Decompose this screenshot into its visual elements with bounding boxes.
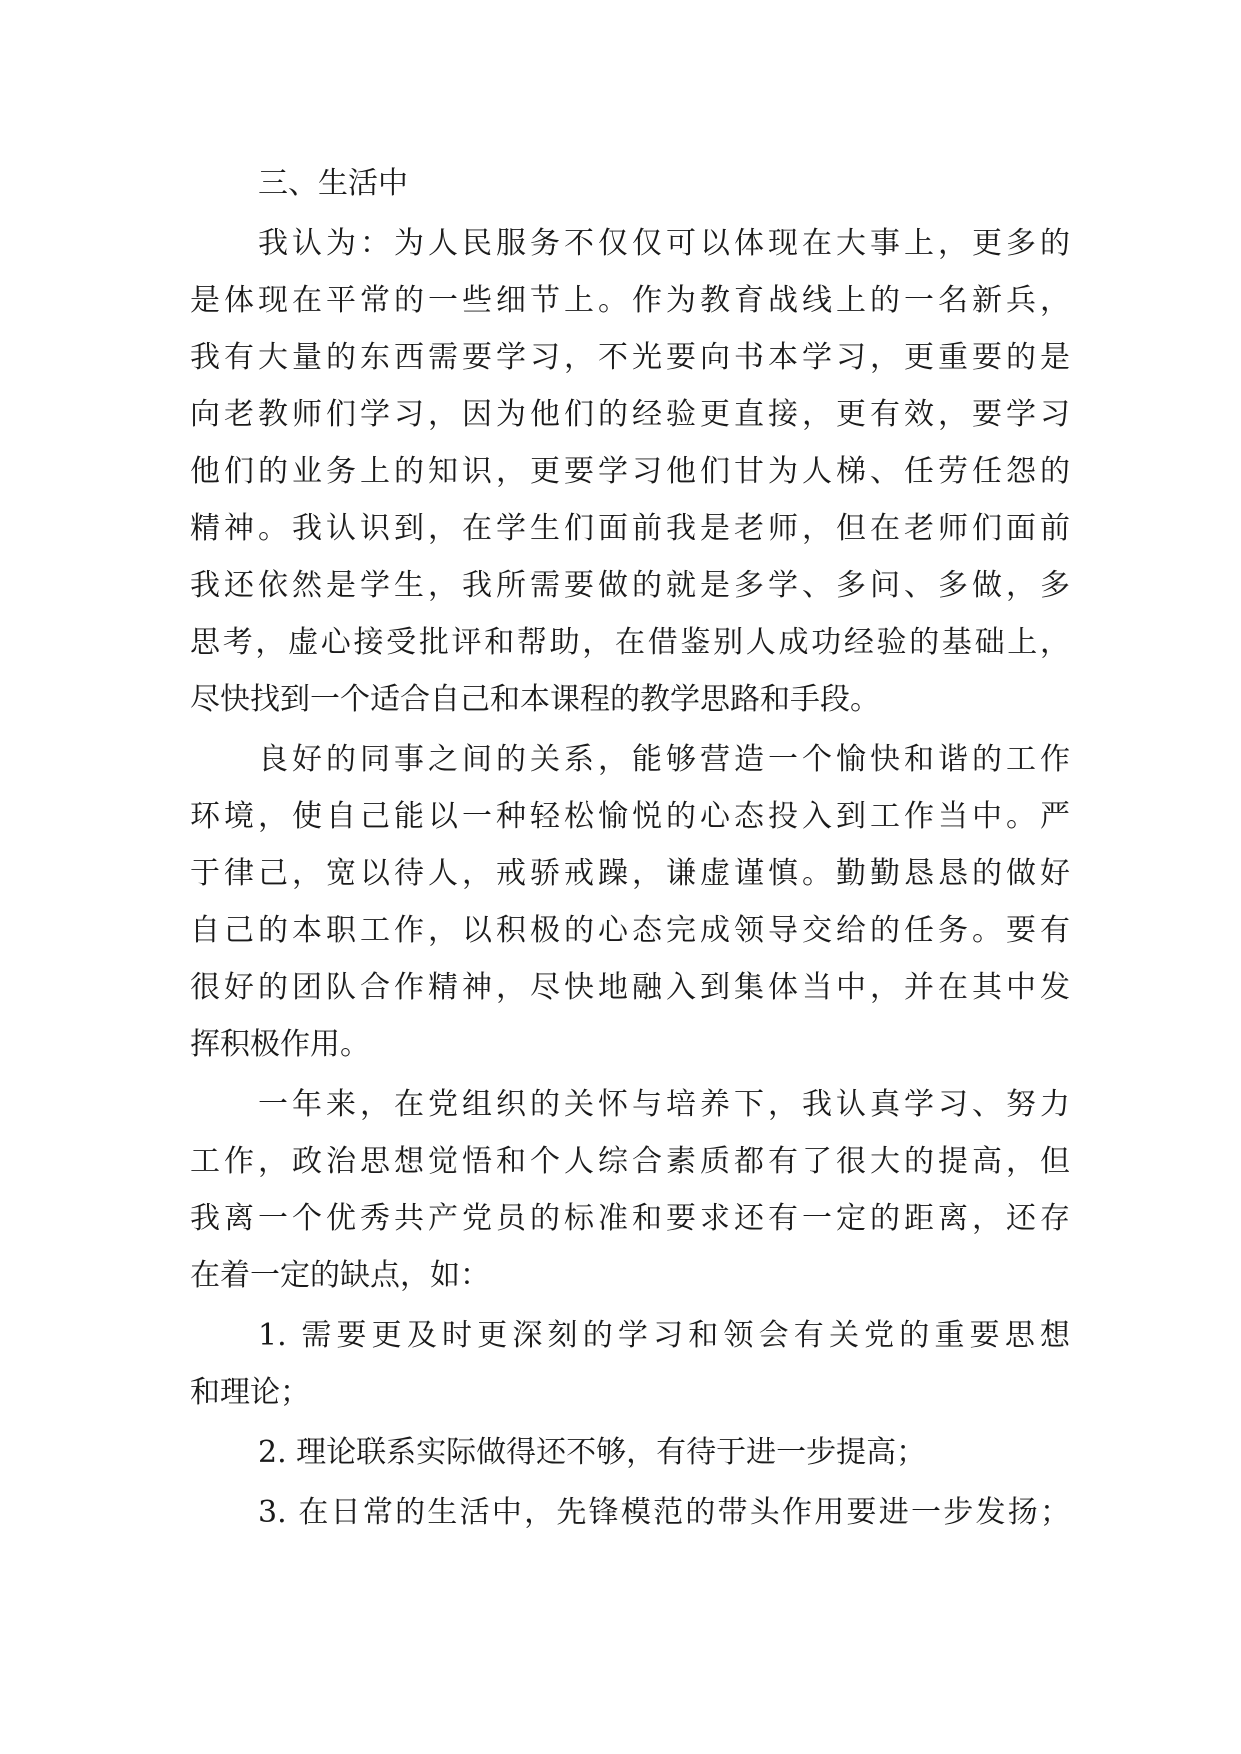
list-item-continuation: 和理论； bbox=[190, 1375, 310, 1410]
section-heading: 三、生活中 bbox=[258, 166, 408, 201]
paragraph-line: 工作，政治思想觉悟和个人综合素质都有了很大的提高，但 bbox=[190, 1144, 1070, 1179]
paragraph-line: 我认为：为人民服务不仅仅可以体现在大事上，更多的 bbox=[258, 226, 1070, 261]
paragraph-line: 挥积极作用。 bbox=[190, 1027, 370, 1062]
paragraph-line: 我还依然是学生，我所需要做的就是多学、多问、多做，多 bbox=[190, 568, 1070, 603]
paragraph-line: 一年来，在党组织的关怀与培养下，我认真学习、努力 bbox=[258, 1087, 1070, 1122]
paragraph-line: 在着一定的缺点，如： bbox=[190, 1258, 490, 1293]
paragraph-line: 他们的业务上的知识，更要学习他们甘为人梯、任劳任怨的 bbox=[190, 454, 1070, 489]
paragraph-line: 思考，虚心接受批评和帮助，在借鉴别人成功经验的基础上， bbox=[190, 625, 1070, 660]
paragraph-line: 环境，使自己能以一种轻松愉悦的心态投入到工作当中。严 bbox=[190, 799, 1070, 834]
list-item: 2. 理论联系实际做得还不够，有待于进一步提高； bbox=[258, 1435, 927, 1470]
paragraph-line: 向老教师们学习，因为他们的经验更直接，更有效，要学习 bbox=[190, 397, 1070, 432]
paragraph-line: 很好的团队合作精神，尽快地融入到集体当中，并在其中发 bbox=[190, 970, 1070, 1005]
list-item: 3. 在日常的生活中，先锋模范的带头作用要进一步发扬； bbox=[258, 1495, 1070, 1530]
paragraph-line: 精神。我认识到，在学生们面前我是老师，但在老师们面前 bbox=[190, 511, 1070, 546]
paragraph-line: 尽快找到一个适合自己和本课程的教学思路和手段。 bbox=[190, 682, 880, 717]
paragraph-line: 良好的同事之间的关系，能够营造一个愉快和谐的工作 bbox=[258, 742, 1070, 777]
paragraph-line: 我离一个优秀共产党员的标准和要求还有一定的距离，还存 bbox=[190, 1201, 1070, 1236]
paragraph-line: 自己的本职工作，以积极的心态完成领导交给的任务。要有 bbox=[190, 913, 1070, 948]
paragraph-line: 我有大量的东西需要学习，不光要向书本学习，更重要的是 bbox=[190, 340, 1070, 375]
paragraph-line: 是体现在平常的一些细节上。作为教育战线上的一名新兵， bbox=[190, 283, 1070, 318]
list-item: 1. 需要更及时更深刻的学习和领会有关党的重要思想 bbox=[258, 1318, 1070, 1353]
paragraph-line: 于律己，宽以待人，戒骄戒躁，谦虚谨慎。勤勤恳恳的做好 bbox=[190, 856, 1070, 891]
